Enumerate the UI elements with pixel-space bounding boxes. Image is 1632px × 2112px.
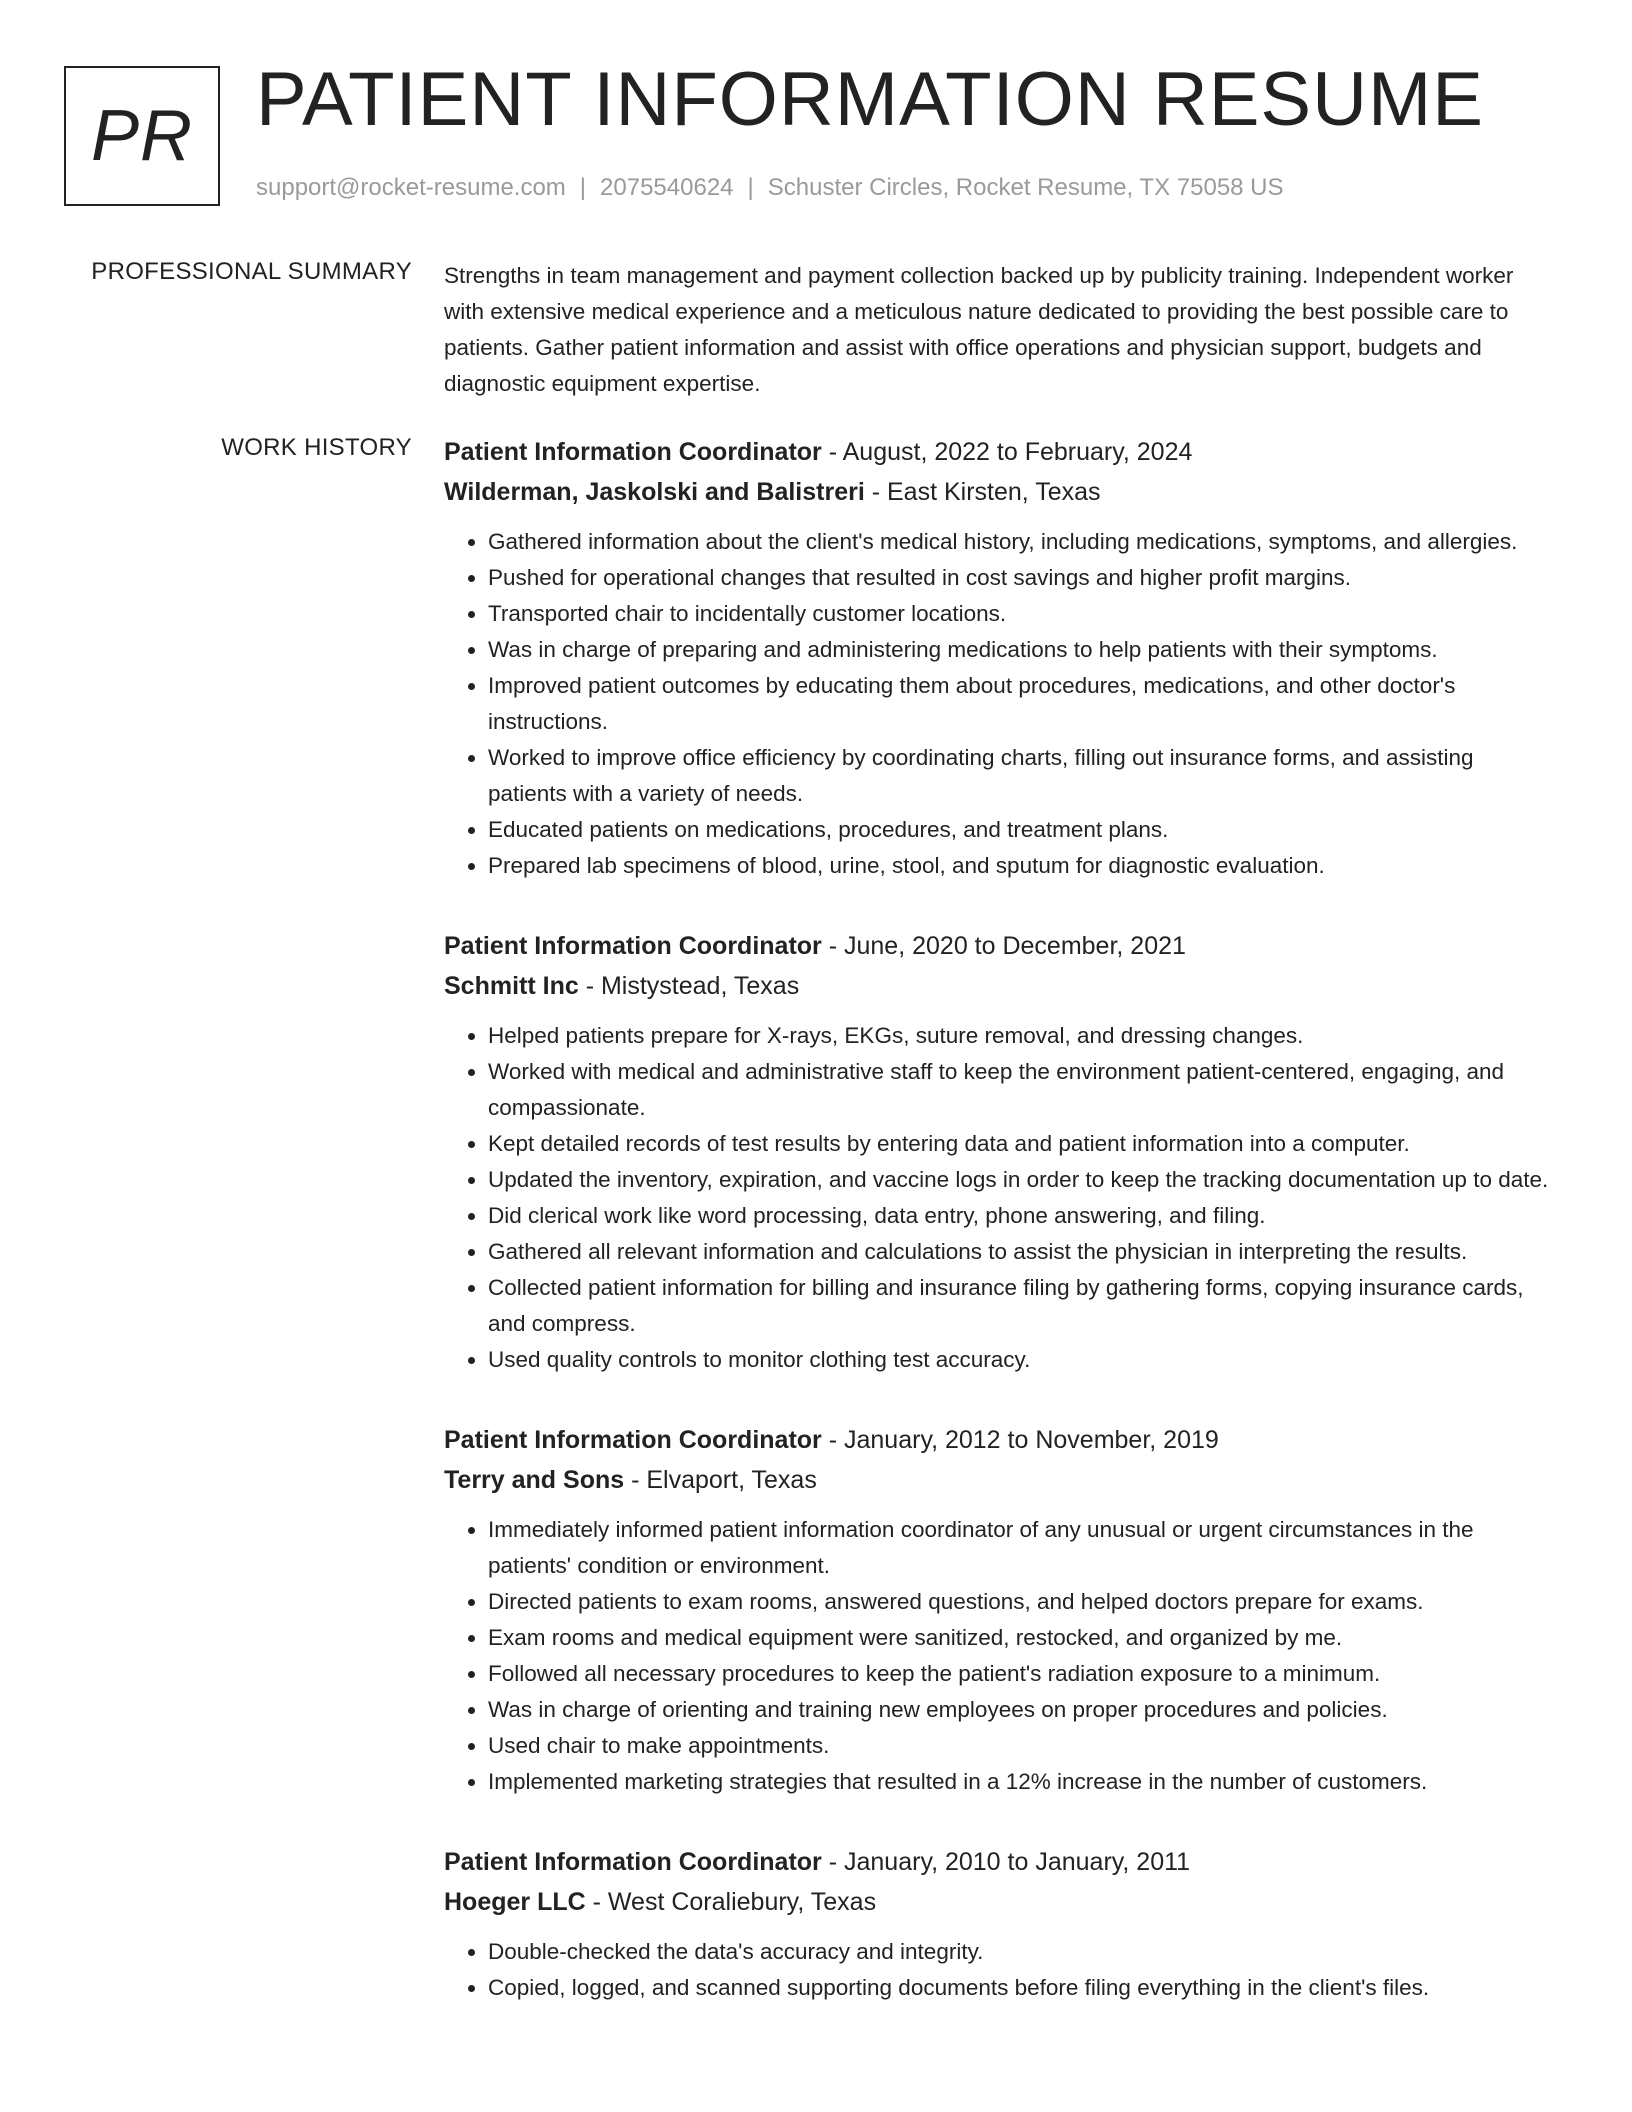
- job-location: - Elvaport, Texas: [624, 1466, 817, 1494]
- summary-body: [444, 258, 1556, 402]
- job-bullet: • Updated the inventory, expiration, and vaccine logs in order to keep the tracking documentation up to date.: [488, 1162, 1556, 1198]
- job-location: - West Coraliebury, Texas: [585, 1888, 877, 1916]
- job-bullet: • Pushed for operational changes that resulted in cost savings and higher profit margins.: [488, 560, 1556, 596]
- monogram-initials: PR: [90, 96, 194, 176]
- job-bullet: • Directed patients to exam rooms, answered questions, and helped doctors prepare for exams.: [488, 1584, 1556, 1620]
- job-entry: [444, 926, 1556, 1378]
- job-title: Patient Information Coordinator: [444, 1848, 822, 1876]
- monogram-badge: [64, 66, 220, 206]
- job-bullet: • Followed all necessary procedures to keep the patient's radiation exposure to a minimum.: [488, 1656, 1556, 1692]
- job-bullet: • Was in charge of orienting and training new employees on proper procedures and policies.: [488, 1692, 1556, 1728]
- job-bullet: • Used chair to make appointments.: [488, 1728, 1556, 1764]
- job-company: Wilderman, Jaskolski and Balistreri: [444, 478, 865, 506]
- contact-address: Schuster Circles, Rocket Resume, TX 75058 US: [767, 174, 1284, 201]
- job-bullet: • Improved patient outcomes by educating them about procedures, medications, and other doctor's instructions.: [488, 668, 1556, 740]
- job-bullet: • Prepared lab specimens of blood, urine, stool, and sputum for diagnostic evaluation.: [488, 848, 1556, 884]
- job-bullet: • Transported chair to incidentally customer locations.: [488, 596, 1556, 632]
- job-bullet: • Kept detailed records of test results by entering data and patient information into a computer.: [488, 1126, 1556, 1162]
- section-label-work-history: WORK HISTORY: [221, 434, 412, 461]
- job-bullet: • Worked to improve office efficiency by coordinating charts, filling out insurance forms, and assisting patients with a variety of needs.: [488, 740, 1556, 812]
- job-bullet: • Gathered all relevant information and calculations to assist the physician in interpreting the results.: [488, 1234, 1556, 1270]
- job-title-line: [444, 1420, 1556, 1460]
- job-entry: [444, 432, 1556, 884]
- work-history-body: [444, 432, 1556, 2048]
- job-entry: [444, 1420, 1556, 1800]
- job-bullet: • Helped patients prepare for X-rays, EKGs, suture removal, and dressing changes.: [488, 1018, 1556, 1054]
- contact-line: [256, 174, 1284, 202]
- job-dates: - January, 2012 to November, 2019: [821, 1426, 1219, 1454]
- job-bullet: • Exam rooms and medical equipment were sanitized, restocked, and organized by me.: [488, 1620, 1556, 1656]
- job-company-line: [444, 1460, 1556, 1500]
- resume-title: PATIENT INFORMATION RESUME: [256, 57, 1484, 142]
- job-title: Patient Information Coordinator: [444, 1426, 822, 1454]
- job-bullet: • Implemented marketing strategies that resulted in a 12% increase in the number of customers.: [488, 1764, 1556, 1800]
- job-company-line: [444, 966, 1556, 1006]
- job-bullet: • Gathered information about the client's medical history, including medications, symptoms, and allergies.: [488, 524, 1556, 560]
- job-dates: - January, 2010 to January, 2011: [821, 1848, 1191, 1876]
- job-title-line: [444, 1842, 1556, 1882]
- contact-phone: 2075540624: [600, 174, 734, 201]
- job-title: Patient Information Coordinator: [444, 438, 822, 466]
- job-bullet: • Collected patient information for billing and insurance filing by gathering forms, copying insurance cards, and compress.: [488, 1270, 1556, 1342]
- summary-text: Strengths in team management and payment collection backed up by publicity training. Independent worker with extensive medical experience and a meticulous nature dedicated to providing the best possible care to patients. Gather patient information and assist with office operations and physician support, budgets and diagnostic equipment expertise.: [444, 263, 1514, 396]
- job-company-line: [444, 472, 1556, 512]
- job-bullets: [444, 524, 1556, 884]
- job-bullet: • Double-checked the data's accuracy and integrity.: [488, 1934, 1556, 1970]
- job-location: - East Kirsten, Texas: [864, 478, 1101, 506]
- job-company: Hoeger LLC: [444, 1888, 586, 1916]
- job-title-line: [444, 926, 1556, 966]
- job-entry: [444, 1842, 1556, 2006]
- job-bullet: • Immediately informed patient information coordinator of any unusual or urgent circumstances in the patients' condition or environment.: [488, 1512, 1556, 1584]
- job-bullets: [444, 1018, 1556, 1378]
- job-bullet: • Used quality controls to monitor clothing test accuracy.: [488, 1342, 1556, 1378]
- job-company-line: [444, 1882, 1556, 1922]
- contact-email: support@rocket-resume.com: [256, 174, 566, 201]
- contact-separator: |: [579, 174, 587, 201]
- job-bullet: • Was in charge of preparing and administering medications to help patients with their symptoms.: [488, 632, 1556, 668]
- job-company: Schmitt Inc: [444, 972, 579, 1000]
- job-bullets: [444, 1512, 1556, 1800]
- contact-separator: |: [747, 174, 754, 201]
- section-label-summary: PROFESSIONAL SUMMARY: [91, 258, 412, 285]
- job-bullet: • Worked with medical and administrative staff to keep the environment patient-centered, engaging, and compassionate.: [488, 1054, 1556, 1126]
- job-company: Terry and Sons: [444, 1466, 625, 1494]
- job-location: - Mistystead, Texas: [578, 972, 800, 1000]
- job-title-line: [444, 432, 1556, 472]
- job-bullet: • Educated patients on medications, procedures, and treatment plans.: [488, 812, 1556, 848]
- job-bullets: [444, 1934, 1556, 2006]
- job-dates: - August, 2022 to February, 2024: [821, 438, 1193, 466]
- job-dates: - June, 2020 to December, 2021: [821, 932, 1186, 960]
- job-bullet: • Copied, logged, and scanned supporting documents before filing everything in the client's files.: [488, 1970, 1556, 2006]
- job-title: Patient Information Coordinator: [444, 932, 822, 960]
- job-bullet: • Did clerical work like word processing, data entry, phone answering, and filing.: [488, 1198, 1556, 1234]
